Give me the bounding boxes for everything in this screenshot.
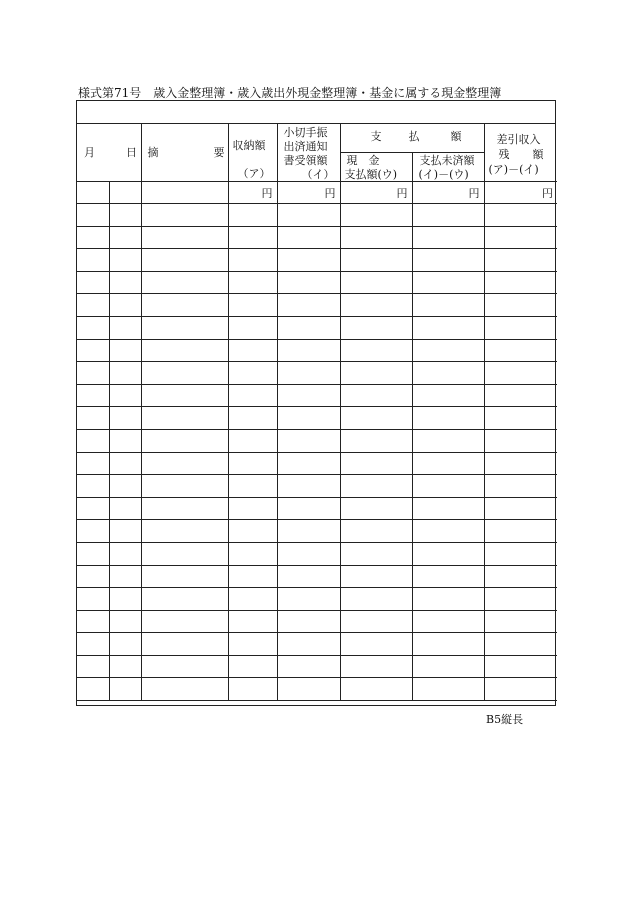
table-cell[interactable] <box>412 610 484 633</box>
table-row <box>77 633 557 656</box>
table-cell[interactable] <box>228 384 277 407</box>
table-cell[interactable] <box>109 588 141 611</box>
table-cell[interactable] <box>141 226 228 249</box>
table-cell[interactable] <box>277 610 340 633</box>
table-cell[interactable] <box>141 475 228 498</box>
table-row <box>77 678 557 701</box>
header-cash-paid: 現 金 支払額(ウ) <box>340 153 412 182</box>
table-cell[interactable] <box>141 294 228 317</box>
header-unpaid: 支払未済額 (イ)－(ウ) <box>412 153 484 182</box>
table-cell[interactable] <box>277 226 340 249</box>
table-cell[interactable] <box>277 271 340 294</box>
header-day: 日 <box>126 146 137 159</box>
unit-row <box>77 182 557 204</box>
table-cell[interactable] <box>228 475 277 498</box>
unit-check: 円 <box>277 182 340 204</box>
table-row <box>77 316 557 339</box>
table-cell[interactable] <box>141 339 228 362</box>
table-cell[interactable] <box>109 339 141 362</box>
table-cell[interactable] <box>340 384 412 407</box>
table-cell[interactable] <box>77 655 109 678</box>
table-cell[interactable] <box>77 316 109 339</box>
table-cell[interactable] <box>277 633 340 656</box>
table-cell[interactable] <box>340 204 412 227</box>
header-check-notice: 小切手振 出済通知 書受領額 （イ） <box>277 124 340 182</box>
table-cell[interactable] <box>412 249 484 272</box>
ledger-sheet <box>76 100 556 706</box>
table-cell[interactable] <box>141 542 228 565</box>
table-cell[interactable] <box>228 655 277 678</box>
table-cell[interactable] <box>340 294 412 317</box>
table-cell[interactable] <box>412 429 484 452</box>
table-row <box>77 226 557 249</box>
table-cell[interactable] <box>412 339 484 362</box>
table-cell[interactable] <box>109 226 141 249</box>
table-cell[interactable] <box>109 655 141 678</box>
table-cell[interactable] <box>141 588 228 611</box>
table-cell[interactable] <box>141 362 228 385</box>
table-cell[interactable] <box>109 452 141 475</box>
table-cell[interactable] <box>412 384 484 407</box>
table-row <box>77 204 557 227</box>
table-cell[interactable] <box>340 520 412 543</box>
table-cell[interactable] <box>340 475 412 498</box>
table-cell[interactable] <box>141 271 228 294</box>
table-cell[interactable] <box>412 316 484 339</box>
table-cell[interactable] <box>412 565 484 588</box>
table-cell[interactable] <box>77 407 109 430</box>
table-cell[interactable] <box>77 384 109 407</box>
table-cell[interactable] <box>277 339 340 362</box>
table-cell[interactable] <box>412 542 484 565</box>
table-cell[interactable] <box>412 655 484 678</box>
table-row <box>77 339 557 362</box>
table-row <box>77 384 557 407</box>
table-cell[interactable] <box>412 362 484 385</box>
table-cell[interactable] <box>484 294 557 317</box>
table-cell[interactable] <box>77 249 109 272</box>
table-cell[interactable] <box>484 339 557 362</box>
table-row <box>77 407 557 430</box>
table-cell[interactable] <box>412 678 484 701</box>
table-cell[interactable] <box>141 565 228 588</box>
table-cell[interactable] <box>141 429 228 452</box>
table-cell[interactable] <box>277 362 340 385</box>
sheet-top-bar <box>77 101 555 124</box>
table-cell[interactable] <box>340 610 412 633</box>
table-row <box>77 429 557 452</box>
table-cell[interactable] <box>77 294 109 317</box>
table-cell[interactable] <box>109 429 141 452</box>
table-cell[interactable] <box>77 520 109 543</box>
unit-receipt: 円 <box>228 182 277 204</box>
table-cell[interactable] <box>277 520 340 543</box>
table-cell[interactable] <box>228 316 277 339</box>
table-cell[interactable] <box>412 588 484 611</box>
table-cell[interactable] <box>412 271 484 294</box>
table-cell[interactable] <box>340 633 412 656</box>
table-cell[interactable] <box>77 475 109 498</box>
table-cell[interactable] <box>277 565 340 588</box>
header-date <box>77 124 141 182</box>
table-row <box>77 294 557 317</box>
table-cell[interactable] <box>77 610 109 633</box>
table-cell[interactable] <box>228 271 277 294</box>
table-row <box>77 362 557 385</box>
ledger-table <box>77 124 557 701</box>
table-cell[interactable] <box>109 294 141 317</box>
table-cell[interactable] <box>484 542 557 565</box>
table-cell[interactable] <box>228 520 277 543</box>
table-cell[interactable] <box>109 271 141 294</box>
table-cell[interactable] <box>277 294 340 317</box>
table-cell[interactable] <box>484 226 557 249</box>
table-cell[interactable] <box>77 204 109 227</box>
table-cell[interactable] <box>340 542 412 565</box>
table-cell[interactable] <box>277 204 340 227</box>
table-cell[interactable] <box>141 633 228 656</box>
table-cell[interactable] <box>484 610 557 633</box>
table-cell[interactable] <box>109 678 141 701</box>
header-payment: 支 払 額 <box>340 124 484 153</box>
table-cell[interactable] <box>340 316 412 339</box>
table-cell[interactable] <box>109 633 141 656</box>
table-row <box>77 655 557 678</box>
table-cell[interactable] <box>484 316 557 339</box>
table-cell[interactable] <box>228 226 277 249</box>
table-cell[interactable] <box>340 678 412 701</box>
table-cell[interactable] <box>340 362 412 385</box>
table-cell[interactable] <box>141 452 228 475</box>
table-cell[interactable] <box>109 249 141 272</box>
table-row <box>77 565 557 588</box>
table-cell[interactable] <box>228 610 277 633</box>
table-cell[interactable] <box>109 362 141 385</box>
table-cell[interactable] <box>484 588 557 611</box>
unit-unpaid: 円 <box>412 182 484 204</box>
table-cell[interactable] <box>109 542 141 565</box>
table-cell[interactable] <box>109 407 141 430</box>
table-cell[interactable] <box>340 565 412 588</box>
table-cell[interactable] <box>141 678 228 701</box>
unit-cash: 円 <box>340 182 412 204</box>
form-title: 様式第71号 歳入金整理簿・歳入歳出外現金整理簿・基金に属する現金整理簿 <box>78 86 502 100</box>
table-cell[interactable] <box>228 633 277 656</box>
table-cell[interactable] <box>109 475 141 498</box>
table-cell[interactable] <box>228 249 277 272</box>
table-cell[interactable] <box>340 226 412 249</box>
table-cell[interactable] <box>77 452 109 475</box>
table-cell[interactable] <box>77 565 109 588</box>
table-row <box>77 588 557 611</box>
table-cell[interactable] <box>484 565 557 588</box>
table-cell[interactable] <box>484 384 557 407</box>
table-cell[interactable] <box>484 249 557 272</box>
table-row <box>77 475 557 498</box>
table-cell[interactable] <box>484 655 557 678</box>
table-cell[interactable] <box>484 452 557 475</box>
table-cell[interactable] <box>484 475 557 498</box>
table-cell[interactable] <box>141 249 228 272</box>
table-cell[interactable] <box>340 497 412 520</box>
table-cell[interactable] <box>77 542 109 565</box>
table-cell[interactable] <box>141 497 228 520</box>
table-cell[interactable] <box>277 429 340 452</box>
table-cell[interactable] <box>277 384 340 407</box>
table-cell[interactable] <box>77 429 109 452</box>
table-cell[interactable] <box>141 384 228 407</box>
table-cell[interactable] <box>228 294 277 317</box>
table-cell[interactable] <box>228 565 277 588</box>
header-receipt: 収納額 （ア） <box>228 124 277 182</box>
table-cell[interactable] <box>484 633 557 656</box>
table-cell[interactable] <box>109 204 141 227</box>
table-cell[interactable] <box>228 542 277 565</box>
table-cell[interactable] <box>228 362 277 385</box>
table-cell[interactable] <box>141 655 228 678</box>
table-cell[interactable] <box>109 497 141 520</box>
table-cell[interactable] <box>412 407 484 430</box>
table-cell[interactable] <box>77 497 109 520</box>
table-cell[interactable] <box>412 520 484 543</box>
table-cell[interactable] <box>277 497 340 520</box>
table-cell[interactable] <box>412 497 484 520</box>
table-cell[interactable] <box>340 271 412 294</box>
table-cell[interactable] <box>412 204 484 227</box>
table-cell[interactable] <box>340 588 412 611</box>
table-cell[interactable] <box>109 316 141 339</box>
table-cell[interactable] <box>109 520 141 543</box>
table-cell[interactable] <box>141 316 228 339</box>
table-cell[interactable] <box>77 678 109 701</box>
table-cell[interactable] <box>484 678 557 701</box>
table-cell[interactable] <box>412 475 484 498</box>
table-cell[interactable] <box>77 588 109 611</box>
table-row <box>77 610 557 633</box>
table-row <box>77 497 557 520</box>
table-cell[interactable] <box>277 407 340 430</box>
table-cell[interactable] <box>484 497 557 520</box>
table-cell[interactable] <box>484 407 557 430</box>
table-cell[interactable] <box>484 520 557 543</box>
table-cell[interactable] <box>484 204 557 227</box>
table-cell[interactable] <box>340 429 412 452</box>
table-cell[interactable] <box>340 339 412 362</box>
ledger-body <box>77 204 557 701</box>
table-cell[interactable] <box>228 588 277 611</box>
table-cell[interactable] <box>340 655 412 678</box>
unit-balance: 円 <box>484 182 557 204</box>
header-summary: 摘 要 <box>141 124 228 182</box>
table-cell[interactable] <box>412 452 484 475</box>
table-cell[interactable] <box>277 678 340 701</box>
table-cell[interactable] <box>412 226 484 249</box>
table-cell[interactable] <box>141 407 228 430</box>
table-cell[interactable] <box>77 633 109 656</box>
table-cell[interactable] <box>77 271 109 294</box>
table-cell[interactable] <box>484 362 557 385</box>
table-row <box>77 542 557 565</box>
table-cell[interactable] <box>77 339 109 362</box>
table-cell[interactable] <box>141 204 228 227</box>
table-cell[interactable] <box>228 429 277 452</box>
table-row <box>77 452 557 475</box>
table-cell[interactable] <box>277 542 340 565</box>
table-cell[interactable] <box>277 249 340 272</box>
table-cell[interactable] <box>277 475 340 498</box>
table-cell[interactable] <box>77 362 109 385</box>
table-cell[interactable] <box>109 384 141 407</box>
table-row <box>77 271 557 294</box>
table-cell[interactable] <box>340 249 412 272</box>
table-cell[interactable] <box>228 204 277 227</box>
table-cell[interactable] <box>412 633 484 656</box>
table-cell[interactable] <box>109 610 141 633</box>
table-cell[interactable] <box>109 565 141 588</box>
table-cell[interactable] <box>340 452 412 475</box>
paper-size-note: B5縦長 <box>486 713 524 726</box>
table-cell[interactable] <box>228 407 277 430</box>
header-balance: 差引収入 残 額 (ア)－(イ) <box>484 124 557 182</box>
table-cell[interactable] <box>340 407 412 430</box>
table-cell[interactable] <box>277 316 340 339</box>
table-cell[interactable] <box>277 588 340 611</box>
table-cell[interactable] <box>228 497 277 520</box>
table-cell[interactable] <box>77 226 109 249</box>
table-row <box>77 520 557 543</box>
table-cell[interactable] <box>141 610 228 633</box>
table-cell[interactable] <box>484 271 557 294</box>
table-cell[interactable] <box>228 678 277 701</box>
table-row <box>77 249 557 272</box>
table-cell[interactable] <box>228 452 277 475</box>
table-cell[interactable] <box>277 655 340 678</box>
table-cell[interactable] <box>141 520 228 543</box>
table-cell[interactable] <box>412 294 484 317</box>
header-month: 月 <box>84 146 95 159</box>
table-cell[interactable] <box>228 339 277 362</box>
table-cell[interactable] <box>484 429 557 452</box>
table-cell[interactable] <box>277 452 340 475</box>
